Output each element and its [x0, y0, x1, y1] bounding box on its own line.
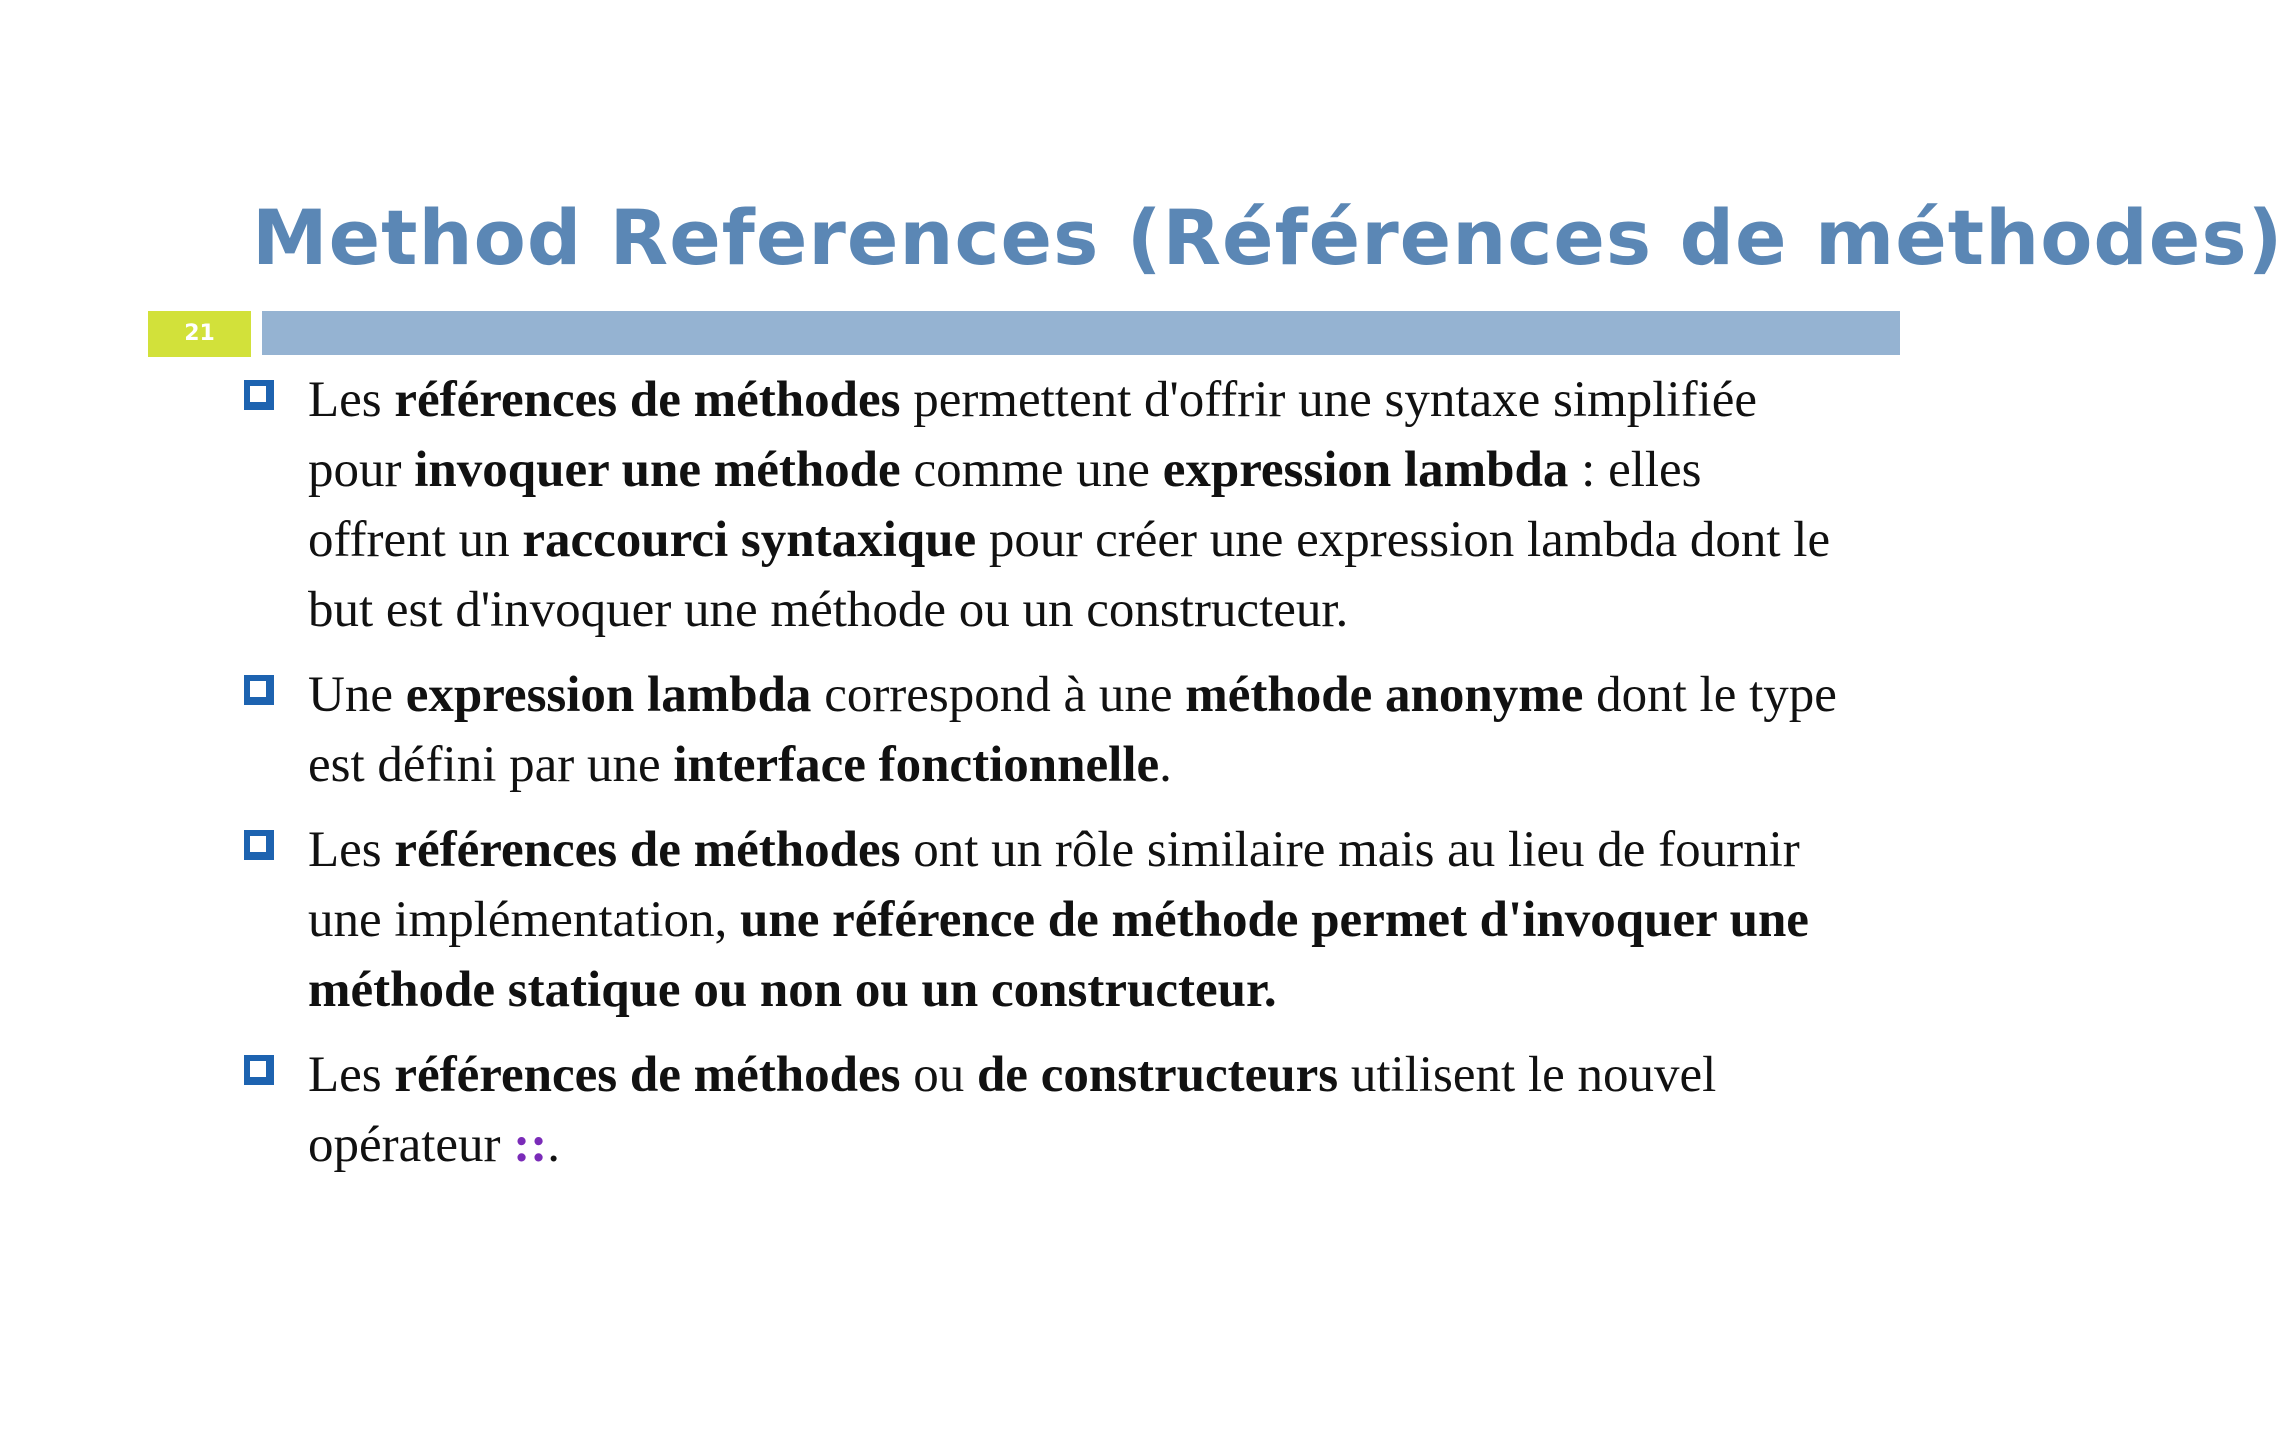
bullet-text: ont un rôle similaire mais au lieu de fournir une implémentation, — [308, 822, 1800, 948]
bullet-text: . — [1159, 737, 1172, 793]
bullet-emphasis: références de méthodes — [394, 1047, 901, 1103]
bullet-item — [244, 365, 1844, 645]
bullet-text: : elles offrent un — [308, 442, 1702, 568]
bullet-text: . — [547, 1117, 561, 1173]
bullet-emphasis: interface fonctionnelle — [673, 737, 1160, 793]
bullet-text: utilisent le nouvel opérateur — [308, 1047, 1717, 1173]
bullet-text: Les — [308, 1047, 395, 1103]
scope-operator: :: — [513, 1117, 548, 1173]
bullet-text: dont le type est défini par une — [308, 667, 1837, 793]
bullet-text: Les — [308, 822, 395, 878]
bullet-emphasis: de constructeurs — [976, 1047, 1339, 1103]
bullet-item — [244, 815, 1844, 1025]
bullet-text: comme une — [900, 442, 1163, 498]
bullet-emphasis: expression lambda — [405, 667, 812, 723]
bullet-text: pour créer une expression lambda dont le but est d'invoquer une méthode ou un constructeur. — [308, 512, 1831, 638]
bullet-emphasis: expression lambda — [1162, 442, 1569, 498]
bullet-emphasis: références de méthodes — [394, 822, 901, 878]
bullet-text: ou — [900, 1047, 977, 1103]
checkbox-bullet-icon — [244, 830, 274, 860]
bullet-emphasis: méthode anonyme — [1185, 667, 1584, 723]
bullet-emphasis: références de méthodes — [394, 372, 901, 428]
bullet-item — [244, 1040, 1844, 1180]
page-number-badge: 21 — [148, 311, 251, 357]
title-underline-bar — [262, 311, 1900, 355]
bullet-emphasis: une référence de méthode permet d'invoquer une méthode statique ou non ou un constructeur. — [308, 892, 1809, 1018]
bullet-item — [244, 660, 1844, 800]
bullet-text: correspond à une — [811, 667, 1186, 723]
bullet-text: Les — [308, 372, 395, 428]
bullet-emphasis: raccourci syntaxique — [522, 512, 977, 568]
bullet-list — [244, 365, 1844, 1195]
checkbox-bullet-icon — [244, 1055, 274, 1085]
bullet-emphasis: invoquer une méthode — [414, 442, 901, 498]
checkbox-bullet-icon — [244, 380, 274, 410]
slide-title: Method References (Références de méthodes) — [252, 193, 2283, 282]
checkbox-bullet-icon — [244, 675, 274, 705]
bullet-text: permettent d'offrir une syntaxe simplifiée pour — [308, 372, 1758, 498]
bullet-text: Une — [308, 667, 406, 723]
